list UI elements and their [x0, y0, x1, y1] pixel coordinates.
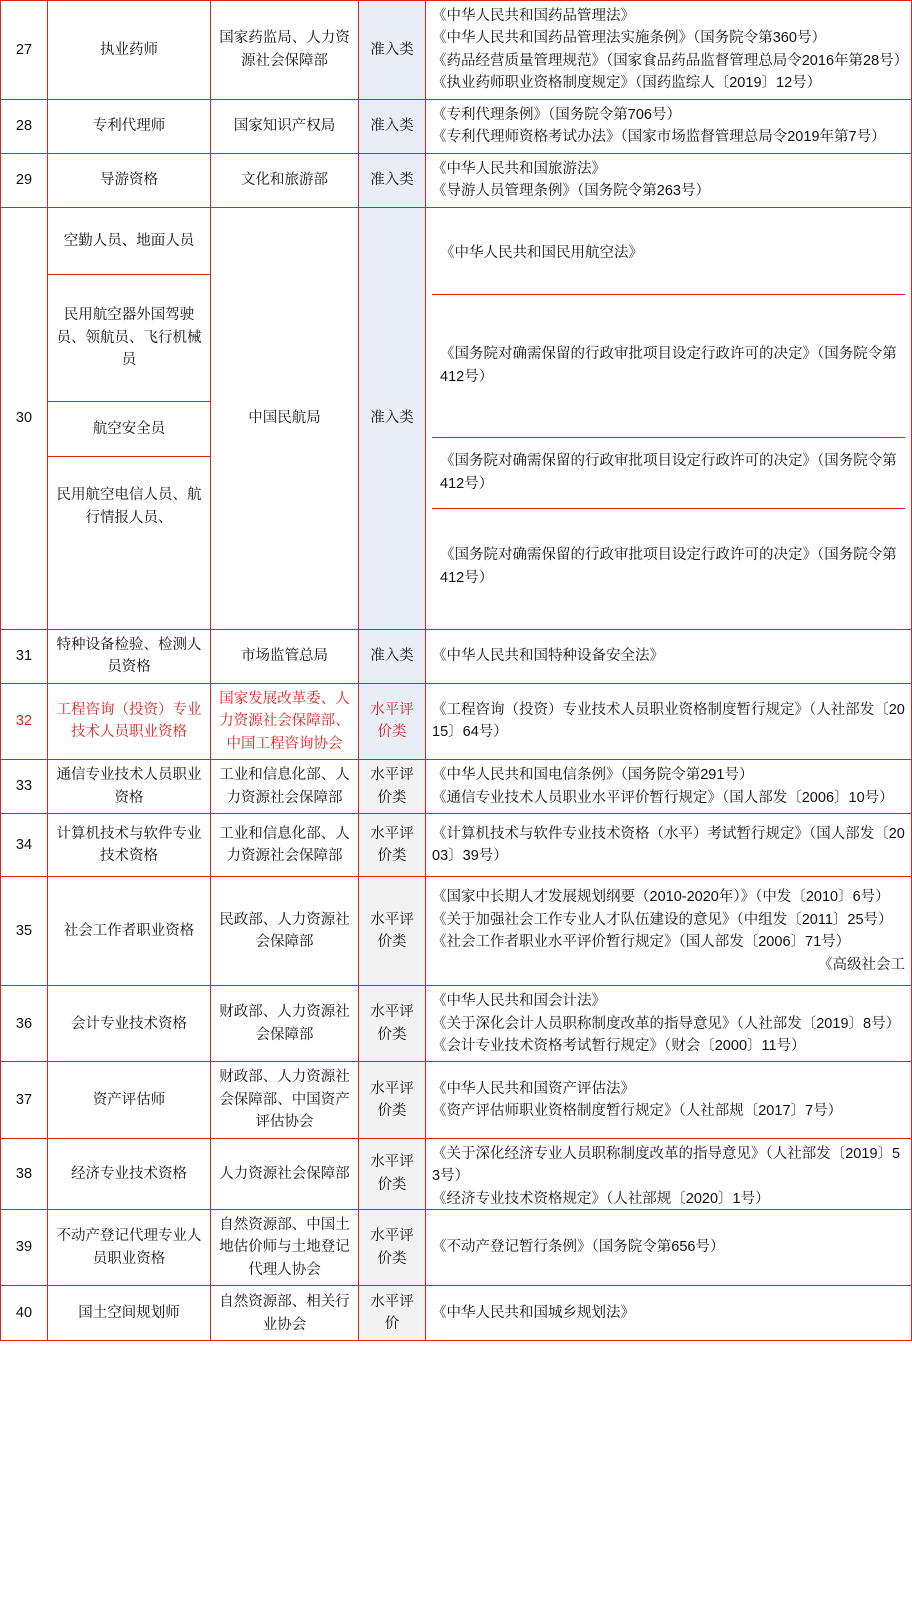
sub-qualification-name: 航空安全员: [48, 401, 210, 456]
authority-department: 自然资源部、相关行业协会: [211, 1286, 359, 1341]
legal-basis-item: 《药品经营质量管理规范》（国家食品药品监督管理总局令2016年第28号）: [432, 52, 909, 69]
legal-basis-item: 《不动产登记暂行条例》（国务院令第656号）: [432, 1239, 725, 1256]
legal-basis-block: [432, 886, 905, 976]
qualification-name: 通信专业技术人员职业资格: [48, 760, 211, 814]
legal-basis-item: 《国家中长期人才发展规划纲要（2010-2020年）》（中发〔2010〕6号）: [432, 889, 890, 906]
qualification-type: 准入类: [359, 207, 426, 629]
table-row: [1, 760, 912, 814]
legal-basis: [426, 153, 912, 207]
qualification-name: 会计专业技术资格: [48, 986, 211, 1062]
legal-basis-item: 《中华人民共和国药品管理法实施条例》（国务院令第360号）: [432, 30, 826, 47]
table-row: [1, 99, 912, 153]
qualification-name: 计算机技术与软件专业技术资格: [48, 814, 211, 877]
authority-department: 人力资源社会保障部: [211, 1138, 359, 1209]
legal-basis-item: 《国务院对确需保留的行政审批项目设定行政许可的决定》（国务院令第412号）: [440, 547, 897, 586]
table-row: [1, 1286, 912, 1341]
authority-department: 国家知识产权局: [211, 99, 359, 153]
legal-basis: [426, 99, 912, 153]
legal-basis-item: 《通信专业技术人员职业水平评价暂行规定》（国人部发〔2006〕10号）: [432, 789, 894, 806]
qualification-name: 不动产登记代理专业人员职业资格: [48, 1209, 211, 1285]
legal-basis-item: 《关于深化经济专业人员职称制度改革的指导意见》（人社部发〔2019〕53号）: [432, 1145, 901, 1185]
qualification-name: 资产评估师: [48, 1062, 211, 1138]
legal-basis-item: 《中华人民共和国电信条例》（国务院令第291号）: [432, 767, 754, 784]
legal-basis: [426, 814, 912, 877]
qualification-name: 经济专业技术资格: [48, 1138, 211, 1209]
authority-department: 工业和信息化部、人力资源社会保障部: [211, 814, 359, 877]
row-number: 37: [1, 1062, 48, 1138]
authority-department: 工业和信息化部、人力资源社会保障部: [211, 760, 359, 814]
legal-basis-item: 《社会工作者职业水平评价暂行规定》（国人部发〔2006〕71号）: [432, 934, 851, 951]
legal-basis: [426, 207, 912, 629]
qualification-type: 水平评价类: [359, 1062, 426, 1138]
table-row: [1, 207, 912, 629]
row-number: 39: [1, 1209, 48, 1285]
qualification-name: 国土空间规划师: [48, 1286, 211, 1341]
row-number: 34: [1, 814, 48, 877]
row-number: 40: [1, 1286, 48, 1341]
legal-basis-item: 《中华人民共和国民用航空法》: [432, 212, 905, 295]
row-number: 28: [1, 99, 48, 153]
legal-basis-item: 《专利代理师资格考试办法》（国家市场监督管理总局令2019年第7号）: [432, 129, 886, 146]
authority-department: 财政部、人力资源社会保障部: [211, 986, 359, 1062]
qualification-type: 准入类: [359, 1, 426, 100]
legal-basis-item: 《中华人民共和国旅游法》: [432, 160, 606, 177]
authority-department: 国家药监局、人力资源社会保障部: [211, 1, 359, 100]
table-row: [1, 153, 912, 207]
sub-qualification-name: 空勤人员、地面人员: [48, 208, 210, 275]
authority-department: 财政部、人力资源社会保障部、中国资产评估协会: [211, 1062, 359, 1138]
row-number: 38: [1, 1138, 48, 1209]
row-number: 29: [1, 153, 48, 207]
legal-basis-item: 《资产评估师职业资格制度暂行规定》（人社部规〔2017〕7号）: [432, 1103, 843, 1120]
authority-department: 文化和旅游部: [211, 153, 359, 207]
legal-basis-item: 《经济专业技术资格规定》（人社部规〔2020〕1号）: [432, 1190, 770, 1205]
legal-basis-item: 《导游人员管理条例》（国务院令第263号）: [432, 183, 710, 200]
legal-basis-item: 《关于深化会计人员职称制度改革的指导意见》（人社部发〔2019〕8号）: [432, 1015, 901, 1032]
authority-department: 国家发展改革委、人力资源社会保障部、中国工程咨询协会: [211, 683, 359, 759]
legal-basis: [426, 1062, 912, 1138]
legal-basis-item: 《高级社会工: [818, 956, 905, 973]
row-number: 36: [1, 986, 48, 1062]
qualification-type: 准入类: [359, 153, 426, 207]
legal-basis: [426, 1, 912, 100]
legal-basis: [426, 1286, 912, 1341]
legal-basis-item: 《国务院对确需保留的行政审批项目设定行政许可的决定》（国务院令第412号）: [432, 437, 905, 508]
legal-basis-item: 《关于加强社会工作专业人才队伍建设的意见》（中组发〔2011〕25号）: [432, 911, 893, 928]
row-number: 35: [1, 877, 48, 986]
qualification-name: 社会工作者职业资格: [48, 877, 211, 986]
qualification-name: 导游资格: [48, 153, 211, 207]
legal-basis-item: 《中华人民共和国会计法》: [432, 993, 606, 1010]
qualification-name-group: [48, 207, 211, 629]
table-row: [1, 1, 912, 100]
row-number: 27: [1, 1, 48, 100]
qualification-type: 水平评价类: [359, 1138, 426, 1209]
table-row: [1, 629, 912, 683]
table-row: [1, 877, 912, 986]
legal-basis-item: 《执业药师职业资格制度规定》（国药监综人〔2019〕12号）: [432, 75, 822, 92]
qualification-name: 专利代理师: [48, 99, 211, 153]
table-row: [1, 1209, 912, 1285]
authority-department: 民政部、人力资源社会保障部: [211, 877, 359, 986]
legal-basis-item: 《中华人民共和国城乡规划法》: [432, 1305, 635, 1322]
qualification-type: 水平评价类: [359, 760, 426, 814]
legal-basis: [426, 683, 912, 759]
sub-qualification-name: 民用航空电信人员、航行情报人员、: [56, 487, 202, 526]
table-row: [1, 986, 912, 1062]
legal-basis-item: 《中华人民共和国药品管理法》: [432, 8, 635, 24]
legal-basis-item: 《工程咨询（投资）专业技术人员职业资格制度暂行规定》（人社部发〔2015〕64号）: [432, 701, 905, 741]
legal-basis: [426, 629, 912, 683]
authority-department: 自然资源部、中国土地估价师与土地登记代理人协会: [211, 1209, 359, 1285]
table-row: [1, 814, 912, 877]
legal-basis: [426, 986, 912, 1062]
qualification-name: 特种设备检验、检测人员资格: [48, 629, 211, 683]
qualification-type: 准入类: [359, 629, 426, 683]
qualification-type: 准入类: [359, 99, 426, 153]
authority-department: 中国民航局: [211, 207, 359, 629]
table-row: [1, 1062, 912, 1138]
row-number: 32: [1, 683, 48, 759]
row-number: 31: [1, 629, 48, 683]
row-number: 30: [1, 207, 48, 629]
qualification-name: 工程咨询（投资）专业技术人员职业资格: [48, 683, 211, 759]
qualification-type: 水平评价类: [359, 814, 426, 877]
legal-basis: [426, 760, 912, 814]
qualification-type: 水平评价类: [359, 986, 426, 1062]
legal-basis-item: 《国务院对确需保留的行政审批项目设定行政许可的决定》（国务院令第412号）: [432, 294, 905, 437]
legal-basis-item: 《专利代理条例》（国务院令第706号）: [432, 106, 681, 123]
legal-basis: [426, 1209, 912, 1285]
legal-basis-item: 《中华人民共和国资产评估法》: [432, 1080, 635, 1097]
legal-basis-item: 《计算机技术与软件专业技术资格（水平）考试暂行规定》（国人部发〔2003〕39号）: [432, 825, 905, 865]
row-number: 33: [1, 760, 48, 814]
legal-basis-item: 《中华人民共和国特种设备安全法》: [432, 647, 664, 664]
sub-qualification-name: 民用航空器外国驾驶员、领航员、飞行机械员: [48, 274, 210, 401]
qualification-type: 水平评价: [359, 1286, 426, 1341]
table-row: [1, 1138, 912, 1209]
table-row: [1, 683, 912, 759]
qualification-name: 执业药师: [48, 1, 211, 100]
legal-basis: [426, 1138, 912, 1209]
qualification-type: 水平评价类: [359, 683, 426, 759]
legal-basis: [426, 877, 912, 986]
qualification-type: 水平评价类: [359, 877, 426, 986]
legal-basis-block: [432, 1143, 905, 1205]
authority-department: 市场监管总局: [211, 629, 359, 683]
qualification-type: 水平评价类: [359, 1209, 426, 1285]
legal-basis-item: 《会计专业技术资格考试暂行规定》（财会〔2000〕11号）: [432, 1037, 806, 1054]
